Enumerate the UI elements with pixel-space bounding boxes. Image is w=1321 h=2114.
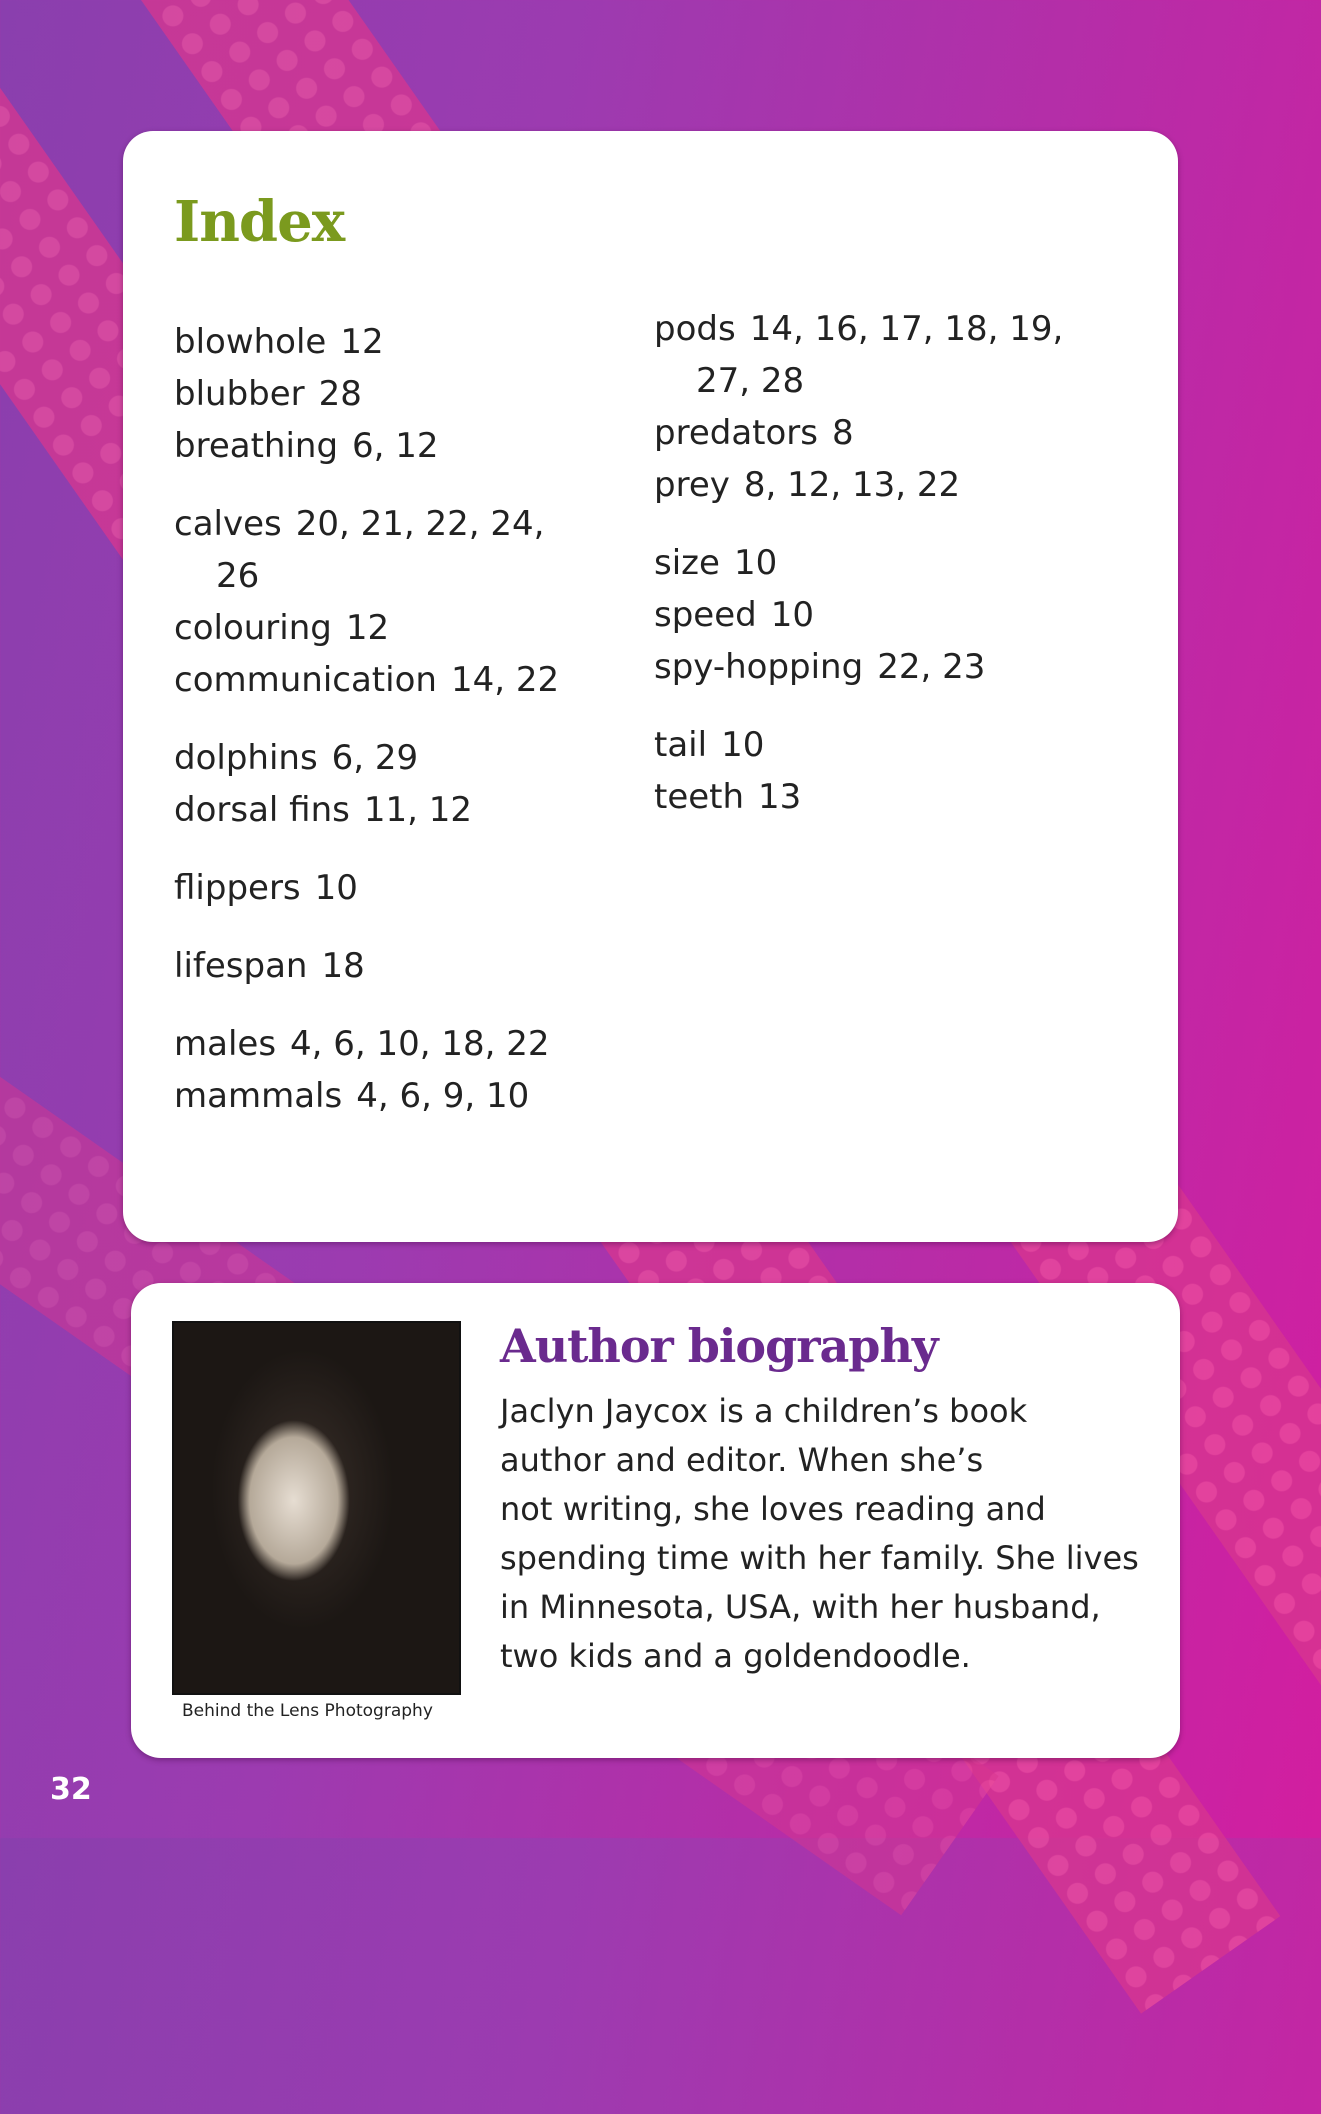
index-entry bbox=[174, 1070, 559, 1122]
index-entry bbox=[174, 862, 559, 914]
index-term: tail bbox=[654, 725, 708, 765]
index-term: prey bbox=[654, 465, 730, 505]
index-term: lifespan bbox=[174, 946, 308, 986]
index-term: colouring bbox=[174, 608, 332, 648]
index-pages-continued: 26 bbox=[216, 556, 260, 596]
index-term: breathing bbox=[174, 426, 339, 466]
bio-line: in Minnesota, USA, with her husband, bbox=[500, 1588, 1101, 1626]
index-pages-continued: 27, 28 bbox=[696, 361, 805, 401]
index-group bbox=[174, 732, 559, 836]
bio-line: not writing, she loves reading and bbox=[500, 1490, 1046, 1528]
index-column-right bbox=[654, 303, 1063, 849]
index-title: Index bbox=[174, 189, 345, 255]
index-entry bbox=[174, 940, 559, 992]
index-pages: 10 bbox=[733, 543, 778, 583]
index-group bbox=[174, 940, 559, 992]
index-pages: 28 bbox=[318, 374, 362, 414]
index-group bbox=[174, 316, 559, 472]
index-term: teeth bbox=[654, 777, 745, 817]
bio-line: Jaclyn Jaycox is a children’s book bbox=[500, 1392, 1028, 1430]
index-entry bbox=[174, 654, 559, 706]
index-term: speed bbox=[654, 595, 757, 635]
index-term: dolphins bbox=[174, 738, 318, 778]
index-entry bbox=[174, 602, 559, 654]
index-pages: 11, 12 bbox=[363, 790, 472, 830]
index-term: mammals bbox=[174, 1076, 343, 1116]
index-term: predators bbox=[654, 413, 818, 453]
index-column-left bbox=[174, 316, 559, 1148]
index-group bbox=[654, 719, 1063, 823]
index-pages: 6, 12 bbox=[352, 426, 439, 466]
author-photo bbox=[172, 1321, 461, 1695]
index-pages: 14, 16, 17, 18, 19, bbox=[749, 309, 1064, 349]
photo-credit: Behind the Lens Photography bbox=[182, 1701, 433, 1721]
index-pages: 14, 22 bbox=[450, 660, 560, 700]
bio-text bbox=[500, 1387, 1160, 1681]
index-pages: 12 bbox=[345, 608, 390, 648]
index-pages: 13 bbox=[758, 777, 802, 817]
index-entry bbox=[174, 368, 559, 420]
index-entry bbox=[654, 537, 1063, 589]
index-term: males bbox=[174, 1024, 277, 1064]
index-entry bbox=[654, 589, 1063, 641]
index-pages: 4, 6, 9, 10 bbox=[356, 1076, 530, 1116]
index-group bbox=[174, 862, 559, 914]
index-term: spy-hopping bbox=[654, 647, 864, 687]
index-entry bbox=[174, 1018, 559, 1070]
index-entry bbox=[654, 641, 1063, 693]
index-panel bbox=[123, 131, 1178, 1242]
index-pages: 22, 23 bbox=[877, 647, 986, 687]
index-entry bbox=[174, 316, 559, 368]
index-entry bbox=[174, 498, 559, 550]
bio-title: Author biography bbox=[500, 1319, 938, 1373]
index-pages: 10 bbox=[770, 595, 814, 635]
index-pages: 8, 12, 13, 22 bbox=[743, 465, 961, 505]
bio-line: two kids and a goldendoodle. bbox=[500, 1637, 971, 1675]
page-number: 32 bbox=[50, 1772, 92, 1807]
index-pages: 10 bbox=[721, 725, 765, 765]
index-pages: 10 bbox=[314, 868, 358, 908]
index-entry bbox=[654, 303, 1063, 355]
index-pages: 4, 6, 10, 18, 22 bbox=[290, 1024, 550, 1064]
author-biography-panel bbox=[131, 1283, 1180, 1758]
index-term: calves bbox=[174, 504, 282, 544]
bio-line: spending time with her family. She lives bbox=[500, 1539, 1139, 1577]
index-term: dorsal fins bbox=[174, 790, 350, 830]
index-entry bbox=[654, 771, 1063, 823]
index-group bbox=[654, 303, 1063, 511]
index-pages: 12 bbox=[340, 322, 384, 362]
index-term: communication bbox=[174, 660, 437, 700]
index-term: blowhole bbox=[174, 322, 327, 362]
index-pages: 8 bbox=[831, 413, 854, 453]
index-term: pods bbox=[654, 309, 736, 349]
index-term: size bbox=[654, 543, 720, 583]
index-group bbox=[174, 498, 559, 706]
index-group bbox=[174, 1018, 559, 1122]
index-pages: 18 bbox=[321, 946, 365, 986]
index-entry bbox=[654, 407, 1063, 459]
index-entry bbox=[654, 719, 1063, 771]
index-group bbox=[654, 537, 1063, 693]
bio-line: author and editor. When she’s bbox=[500, 1441, 984, 1479]
index-entry bbox=[654, 459, 1063, 511]
index-term: flippers bbox=[174, 868, 301, 908]
index-pages: 20, 21, 22, 24, bbox=[295, 504, 545, 544]
index-term: blubber bbox=[174, 374, 305, 414]
index-entry bbox=[174, 732, 559, 784]
index-entry bbox=[174, 420, 559, 472]
index-entry bbox=[174, 784, 559, 836]
index-pages: 6, 29 bbox=[331, 738, 419, 778]
